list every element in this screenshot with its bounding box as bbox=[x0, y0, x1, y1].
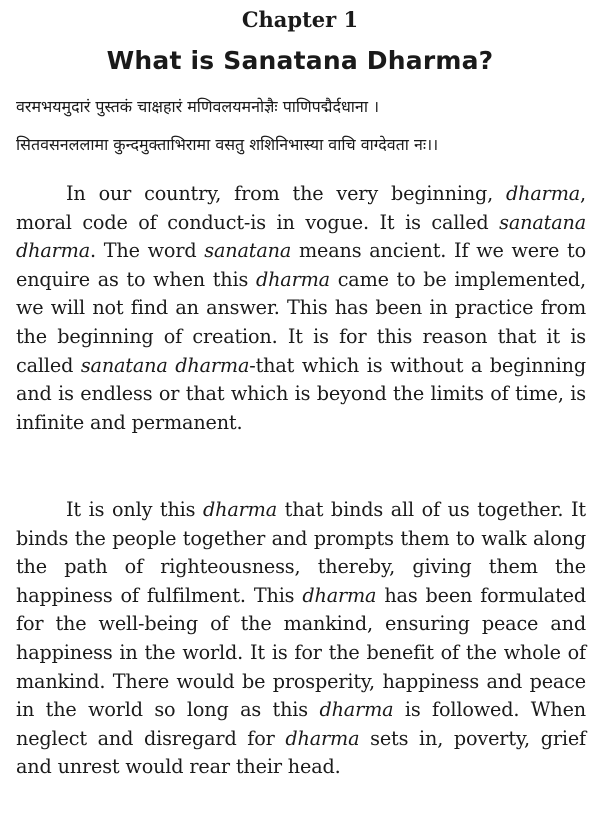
paragraph-text: means ancient. If we were to enquire as to when this bbox=[16, 239, 586, 291]
sanskrit-verse-line-1: वरमभयमुदारं पुस्तकं चाक्षहारं मणिवलयमनोज्ञैः पाणिपद्मैर्दधाना । bbox=[16, 97, 380, 116]
paragraph-text: came to be implemented, we will not find an answer. This has been in practice from the beginning of creation. It is for this reason that it is called bbox=[16, 267, 586, 377]
paragraph-text: , moral code of conduct-is in vogue. It is called bbox=[16, 182, 586, 234]
paragraph-text: has been formulated for the well-being of the mankind, ensuring peace and happiness in the world. It is for the benefit of the whole of mankind. There would be prosperity, happiness and peace in the world so long as this bbox=[16, 583, 586, 722]
paragraph-text: is followed. When neglect and disregard for bbox=[16, 698, 586, 750]
paragraph-text: It is only this bbox=[66, 498, 204, 521]
italic-term: dharma bbox=[203, 498, 278, 521]
paragraph-text: sets in, poverty, grief and unrest would rear their head. bbox=[16, 726, 586, 779]
paragraph-text: -that which is without a beginning and is endless or that which is beyond the limits of time, is infinite and permanent. bbox=[16, 353, 587, 434]
italic-term: dharma bbox=[302, 583, 377, 607]
paragraph-1 bbox=[16, 180, 586, 437]
paragraph-text: . The word bbox=[90, 239, 205, 263]
italic-term: sanatana dharma bbox=[80, 353, 250, 377]
italic-term: sanatana bbox=[204, 239, 292, 263]
paragraph-2 bbox=[16, 496, 586, 782]
sanskrit-verse-line-2: सितवसनललामा कुन्दमुक्ताभिरामा वसतु शशिनिभास्या वाचि वाग्देवता नः।। bbox=[16, 135, 439, 154]
italic-term: dharma bbox=[285, 726, 360, 750]
italic-term: sanatana dharma bbox=[16, 210, 586, 263]
chapter-label: Chapter 1 bbox=[241, 7, 359, 32]
italic-term: dharma bbox=[319, 698, 394, 722]
paragraph-text: In our country, from the very beginning, bbox=[66, 182, 507, 205]
italic-term: dharma bbox=[506, 182, 581, 205]
italic-term: dharma bbox=[255, 267, 330, 291]
chapter-title: What is Sanatana Dharma? bbox=[106, 46, 494, 75]
paragraph-text: that binds all of us together. It binds the people together and prompts them to walk along the path of righteousness, thereby, giving them the happiness of fulfilment. This bbox=[16, 498, 586, 607]
